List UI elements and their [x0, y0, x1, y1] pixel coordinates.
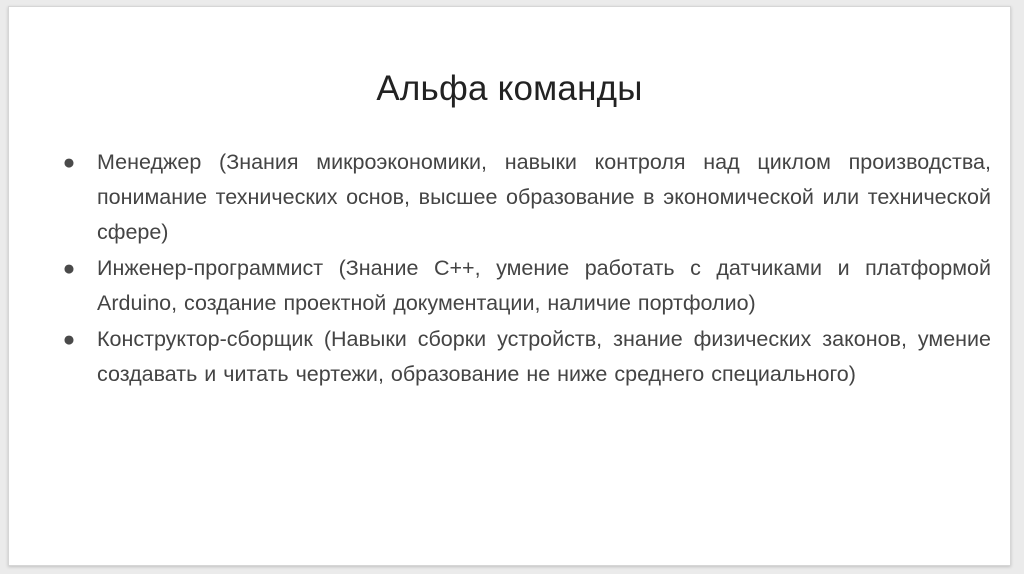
slide-title: Альфа команды [376, 69, 643, 108]
list-item-text: Инженер-программист (Знание С++, умение работать с датчиками и платформой Arduino, создание проектной документации, наличие портфолио) [97, 256, 991, 315]
bullet-list [59, 145, 991, 393]
bullet-icon: ● [62, 328, 76, 351]
slide [8, 6, 1011, 566]
bullet-icon: ● [62, 151, 76, 174]
list-item [59, 322, 991, 392]
list-item [59, 251, 991, 321]
bullet-icon: ● [62, 257, 76, 280]
list-item [59, 145, 991, 250]
list-item-text: Конструктор-сборщик (Навыки сборки устройств, знание физических законов, умение создавать и читать чертежи, образование не ниже среднего специального) [97, 327, 991, 386]
list-item-text: Менеджер (Знания микроэкономики, навыки контроля над циклом производства, понимание технических основ, высшее образование в экономической или технической сфере) [97, 150, 991, 244]
